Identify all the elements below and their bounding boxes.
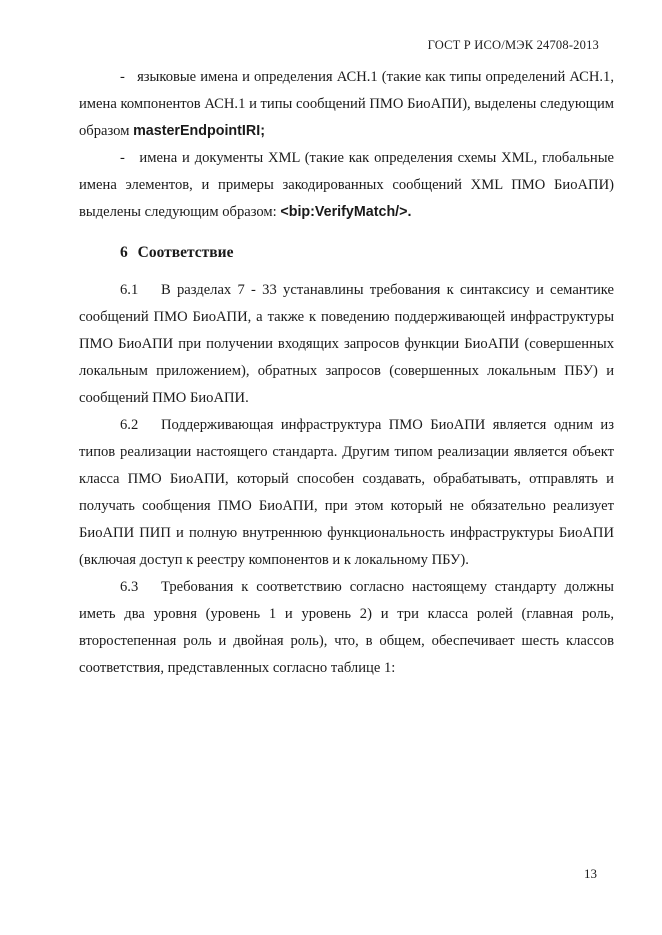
clause-paragraph <box>79 412 614 574</box>
clause-text: В разделах 7 - 33 устанавлины требования к синтаксису и семантике сообщений ПМО БиоАПИ, а также к поведению поддерживающей инфраструктуры ПМО БиоАПИ при получении входящих запросов функции БиоАПИ (совершенных локальным приложением), обратных запросов (совершенных локальным ПБУ) и сообщений ПМО БиоАПИ. <box>79 282 614 406</box>
bullet-item <box>79 145 614 226</box>
bullet-text: имена и документы XML (такие как определения схемы XML, глобальные имена элементов, и примеры закодированных сообщений XML ПМО БиоАПИ) выделены следующим образом: <box>79 150 614 220</box>
page-number: 13 <box>584 866 597 881</box>
clause-text: Поддерживающая инфраструктура ПМО БиоАПИ является одним из типов реализации настоящего стандарта. Другим типом реализации является объект класса ПМО БиоАПИ, который способен создавать, обрабатывать, отправлять и получать сообщения ПМО БиоАПИ, при этом который не обязательно реализует БиоАПИ ПИП и полную внутреннюю функциональность инфраструктуры БиоАПИ (включая доступ к реестру компонентов и к локальному ПБУ). <box>79 417 614 568</box>
bullet-text: языковые имена и определения АСН.1 (такие как типы определений АСН.1, имена компонентов АСН.1 и типы сообщений ПМО БиоАПИ), выделены следующим образом <box>79 69 614 139</box>
bullet-item <box>79 64 614 145</box>
document-body <box>79 64 614 682</box>
bullet-marker: - <box>120 150 125 166</box>
code-sample: masterEndpointIRI; <box>133 123 265 139</box>
section-title: Соответствие <box>137 244 234 261</box>
section-heading <box>120 239 614 266</box>
clause-number: 6.1 <box>120 282 139 298</box>
clause-paragraph <box>79 574 614 682</box>
code-sample: <bip:VerifyMatch/>. <box>280 204 412 220</box>
bullet-marker: - <box>120 69 125 85</box>
document-header: ГОСТ Р ИСО/МЭК 24708-2013 <box>427 38 599 52</box>
clause-paragraph <box>79 277 614 412</box>
clause-number: 6.3 <box>120 579 139 595</box>
section-number: 6 <box>120 244 128 261</box>
clause-number: 6.2 <box>120 417 139 433</box>
clause-text: Требования к соответствию согласно настоящему стандарту должны иметь два уровня (уровень 1 и уровень 2) и три класса ролей (главная роль, второстепенная роль и двойная роль), что, в общем, обеспечивает шесть классов соответствия, представленных согласно таблице 1: <box>79 579 614 676</box>
